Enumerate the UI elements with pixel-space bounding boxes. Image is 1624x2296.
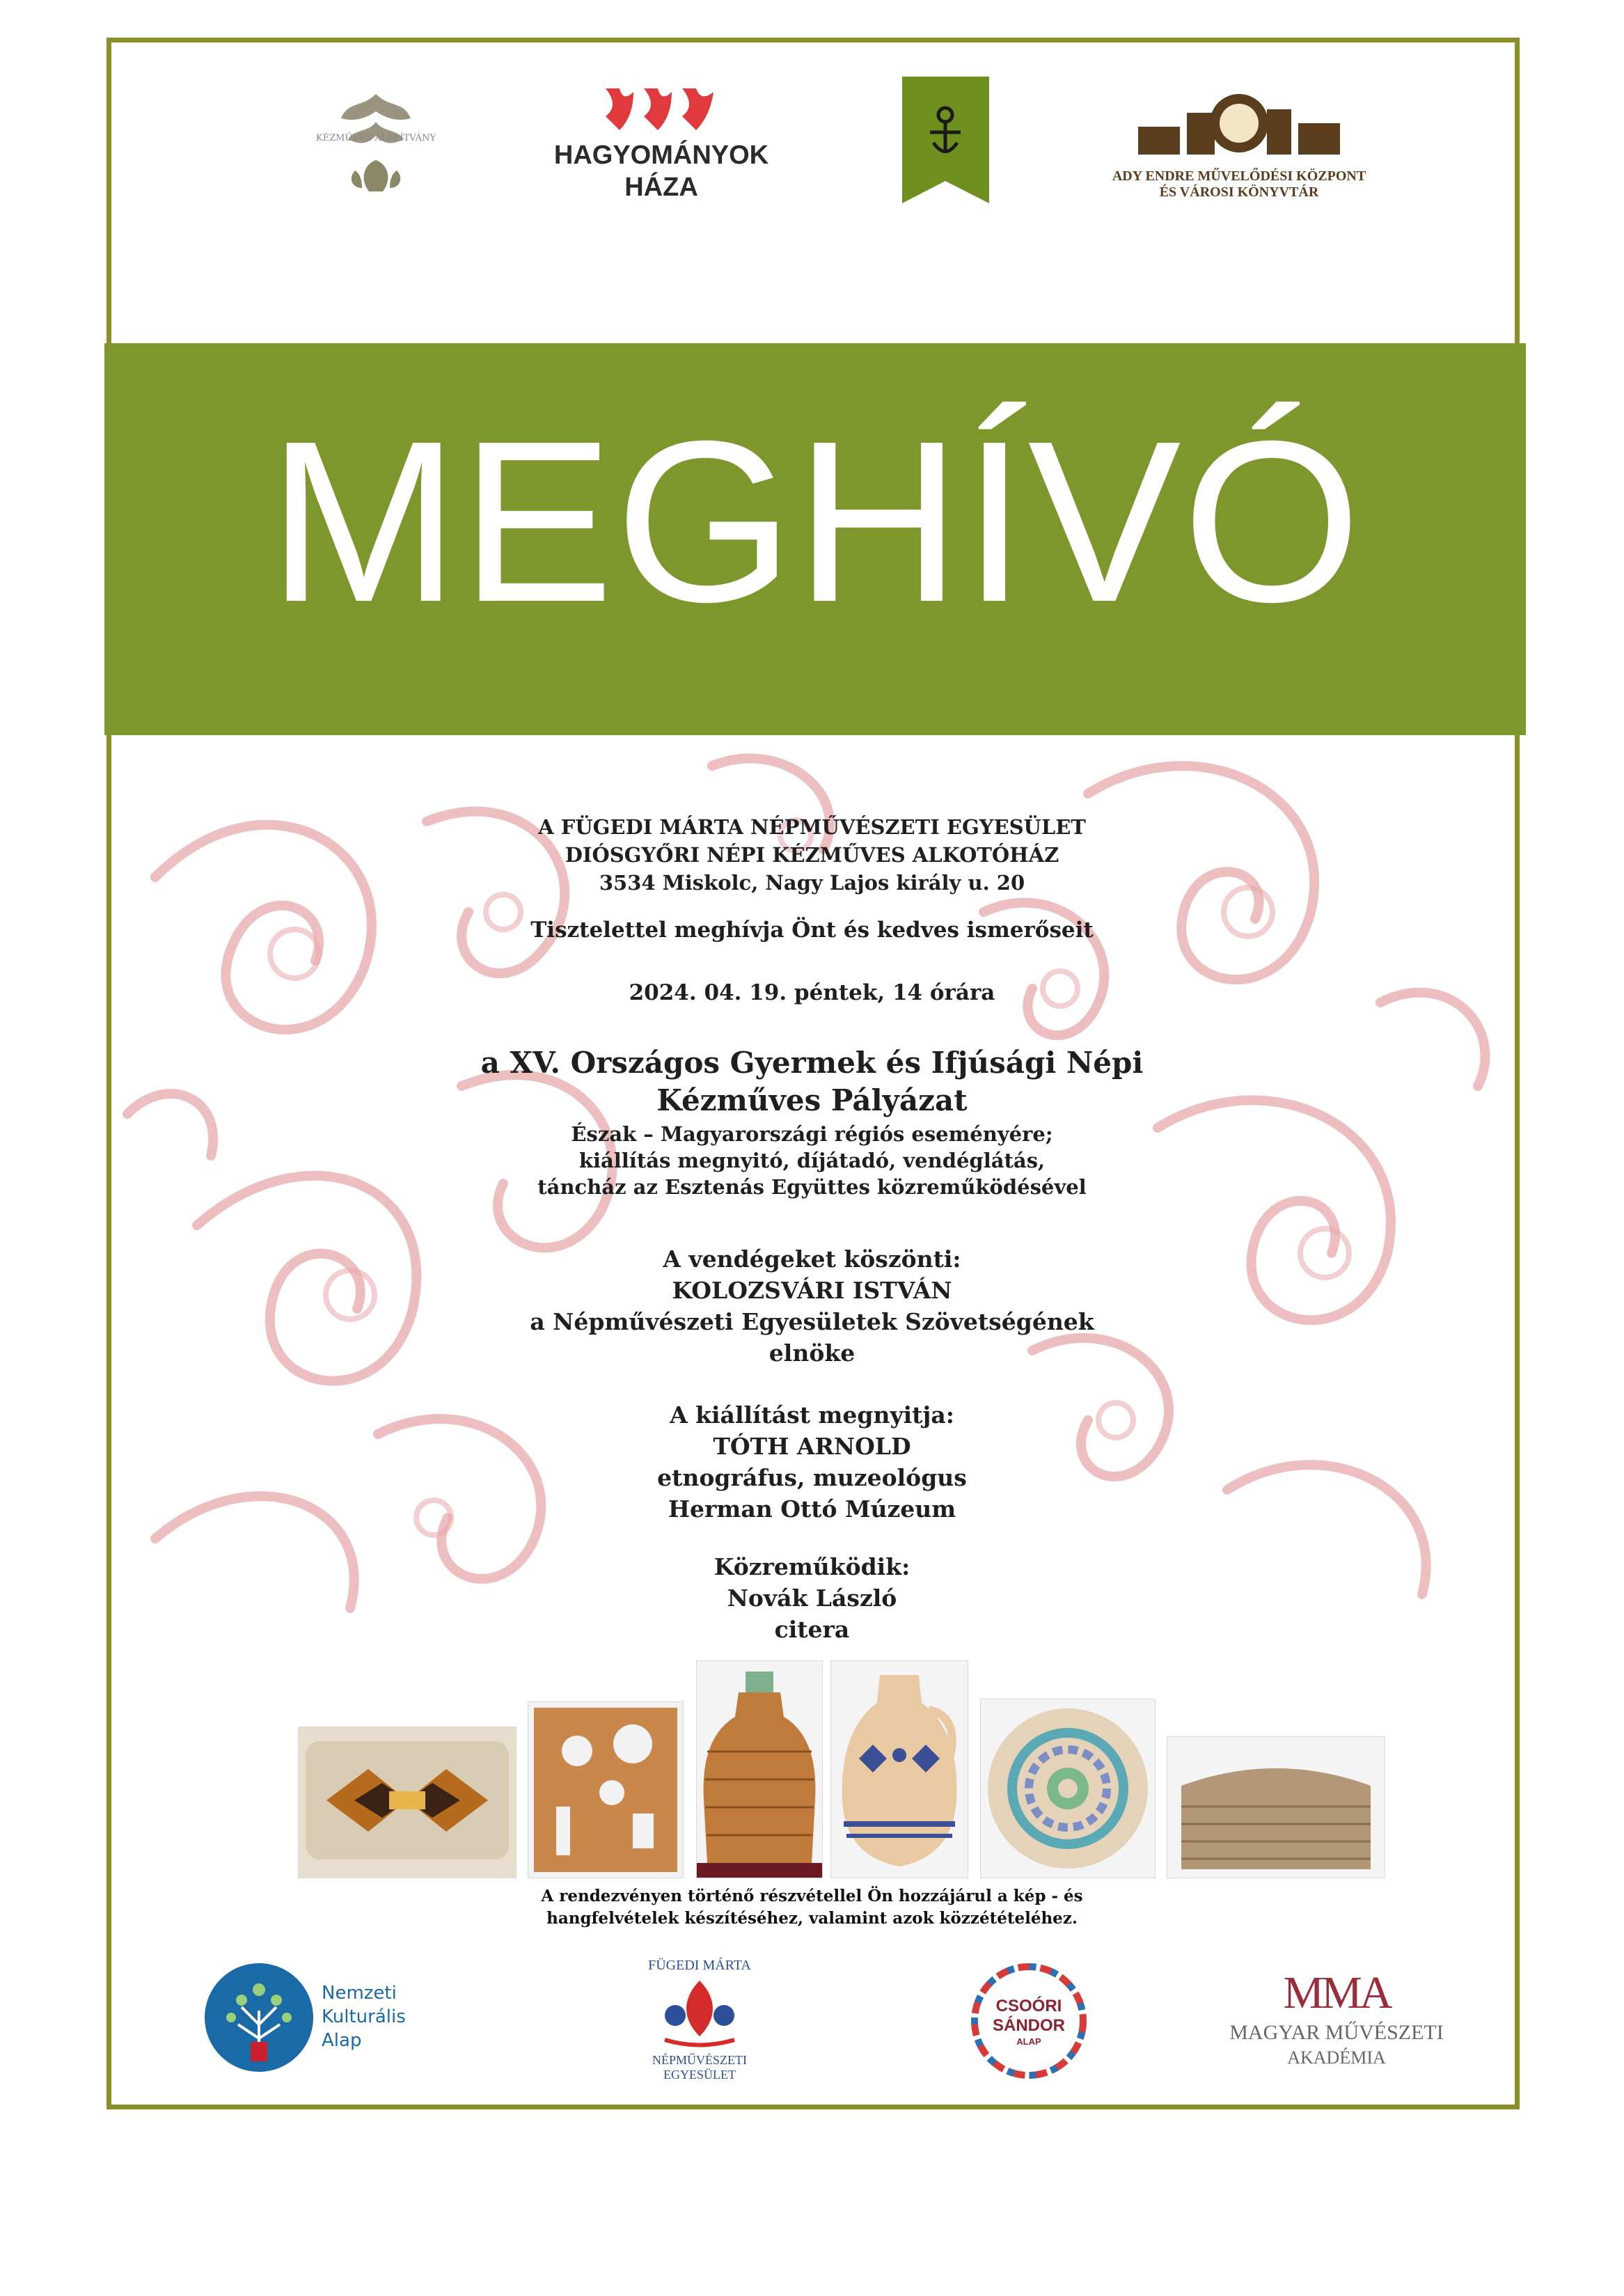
kezmuves-alapitvany-text: KÉZMŰVES ALAPÍTVÁNY	[315, 133, 436, 143]
photo-decorated-plate	[980, 1699, 1156, 1878]
title-banner	[104, 343, 1526, 735]
greeting-heading: A vendégeket köszönti:	[663, 1245, 961, 1273]
event-title	[0, 1044, 1624, 1119]
fugedi-marta-logo	[630, 1958, 769, 2097]
hagyomanyok-text-2: HÁZA	[624, 173, 698, 202]
greeting-role-1: a Népművészeti Egyesületek Szövetségének	[530, 1308, 1094, 1335]
performer-name: Novák László	[727, 1585, 897, 1612]
event-description	[0, 1121, 1624, 1200]
nka-text-3: Alap	[322, 2030, 362, 2051]
opening-role-1: etnográfus, muzeológus	[657, 1464, 967, 1491]
event-desc-line-2: kiállítás megnyitó, díjátadó, vendéglátás,	[578, 1149, 1046, 1172]
photo-woven-pillow	[298, 1727, 517, 1878]
nesz-badge-logo	[902, 77, 989, 203]
event-title-line-2: Kézműves Pályázat	[656, 1083, 968, 1117]
csoori-text-2: SÁNDOR	[992, 2016, 1065, 2035]
mma-mark: MMA	[1283, 1967, 1390, 2018]
invitation-line: Tisztelettel meghívja Önt és kedves ismerőseit	[530, 918, 1094, 943]
ady-endre-text-2: ÉS VÁROSI KÖNYVTÁR	[1159, 184, 1319, 200]
csoori-text-1: CSOÓRI	[995, 1997, 1062, 2015]
consent-note	[0, 1885, 1624, 1930]
fugedi-text-2: NÉPMŰVÉSZETI	[652, 2053, 747, 2067]
hagyomanyok-haza-logo	[536, 78, 787, 210]
event-title-line-1: a XV. Országos Gyermek és Ifjúsági Népi	[480, 1046, 1144, 1080]
nka-text-2: Kulturális	[322, 2006, 406, 2027]
performer-heading: Közreműködik:	[714, 1553, 910, 1580]
mma-text-1: MAGYAR MŰVÉSZETI	[1229, 2021, 1444, 2044]
event-desc-line-3: táncház az Esztenás Együttes közreműködésével	[537, 1175, 1087, 1199]
performer-block	[0, 1551, 1624, 1645]
greeting-block	[0, 1243, 1624, 1369]
banner-title: MEGHÍVÓ	[267, 393, 1363, 650]
mma-text-2: AKADÉMIA	[1287, 2047, 1386, 2068]
organizer-block	[0, 813, 1624, 897]
nka-text-1: Nemzeti	[322, 1983, 397, 2004]
fugedi-text-1: FÜGEDI MÁRTA	[648, 1958, 751, 1973]
photo-wicker-bottle	[696, 1660, 823, 1878]
nka-logo	[203, 1962, 426, 2073]
organizer-line-2: DIÓSGYŐRI NÉPI KÉZMŰVES ALKOTÓHÁZ	[565, 843, 1059, 867]
kezmuves-alapitvany-logo	[299, 80, 452, 198]
organizer-line-1: A FÜGEDI MÁRTA NÉPMŰVÉSZETI EGYESÜLET	[538, 815, 1086, 839]
event-desc-line-1: Észak – Magyarországi régiós eseményére;	[571, 1122, 1053, 1146]
photo-ceramic-jug	[830, 1660, 968, 1878]
csoori-text-3: ALAP	[1016, 2036, 1041, 2047]
hagyomanyok-text-1: HAGYOMÁNYOK	[553, 141, 769, 170]
opening-name: TÓTH ARNOLD	[713, 1433, 911, 1460]
ady-endre-logo	[1112, 77, 1366, 209]
photo-woven-chest	[1167, 1736, 1385, 1878]
greeting-name: KOLOZSVÁRI ISTVÁN	[672, 1277, 952, 1304]
consent-line-1: A rendezvényen történő részvétellel Ön hozzájárul a kép - és	[541, 1887, 1083, 1905]
opening-block	[0, 1399, 1624, 1525]
greeting-role-2: elnöke	[768, 1339, 856, 1367]
organizer-line-3: 3534 Miskolc, Nagy Lajos király u. 20	[599, 871, 1025, 895]
mma-logo	[1211, 1967, 1462, 2085]
consent-line-2: hangfelvételek készítéséhez, valamint azok közzétételéhez.	[546, 1909, 1078, 1928]
photo-wood-carving	[528, 1701, 684, 1878]
opening-heading: A kiállítást megnyitja:	[670, 1401, 954, 1429]
opening-role-2: Herman Ottó Múzeum	[668, 1495, 956, 1523]
event-date: 2024. 04. 19. péntek, 14 órára	[629, 980, 995, 1005]
csoori-sandor-logo	[966, 1955, 1091, 2087]
ady-endre-text-1: ADY ENDRE MŰVELŐDÉSI KÖZPONT	[1112, 168, 1366, 184]
fugedi-text-3: EGYESÜLET	[663, 2068, 736, 2082]
performer-instrument: citera	[774, 1616, 850, 1643]
